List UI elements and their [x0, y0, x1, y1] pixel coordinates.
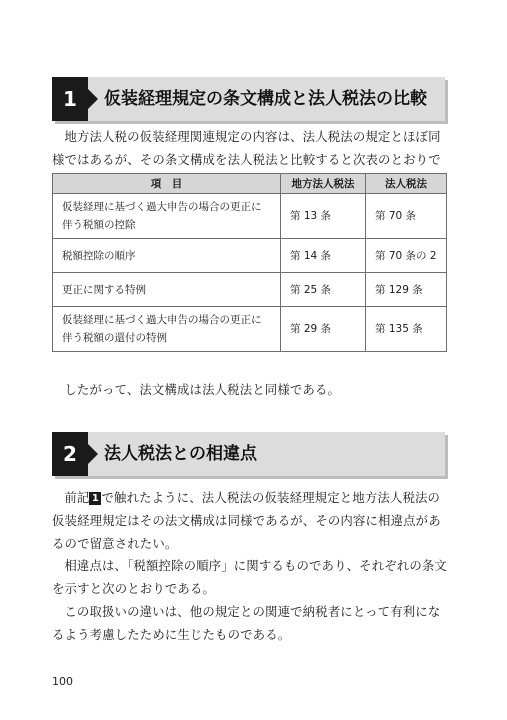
table-row: [53, 239, 447, 273]
table-row: [53, 273, 447, 307]
row-corp-article: 第 70 条: [366, 194, 447, 239]
row-local-article: 第 13 条: [281, 194, 366, 239]
table-row: [53, 194, 447, 239]
header-corporate-tax-law: 法人税法: [366, 174, 447, 194]
comparison-table: [52, 173, 447, 352]
section-1-header: [52, 77, 445, 121]
row-item: 更正に関する特例: [53, 273, 281, 307]
header-local-tax-law: 地方法人税法: [281, 174, 366, 194]
section-ref-1-icon: 1: [89, 492, 101, 505]
row-local-article: 第 25 条: [281, 273, 366, 307]
table-row: [53, 307, 447, 352]
p1-suffix: で触れたように、法人税法の仮装経理規定と地方法人税法の仮装経理規定はその法文構成は同様であるが、その内容に相違点があるので留意されたい。: [52, 490, 441, 551]
row-corp-article: 第 135 条: [366, 307, 447, 352]
section-2-paragraph-1: [52, 486, 447, 555]
row-local-article: 第 29 条: [281, 307, 366, 352]
after-table-sentence: したがって、法文構成は法人税法と同様である。: [64, 382, 341, 397]
section-2-number: 2: [52, 432, 88, 476]
section-2-paragraph-3: この取扱いの違いは、他の規定との関連で納税者にとって有利になるよう考慮したために生じたものである。: [52, 604, 441, 642]
row-item: 仮装経理に基づく過大申告の場合の更正に伴う税額の還付の特例: [53, 307, 281, 352]
section-2-header: [52, 432, 445, 476]
p1-prefix: 前記: [64, 490, 90, 505]
table-header-row: [53, 174, 447, 194]
row-corp-article: 第 129 条: [366, 273, 447, 307]
header-item: 項 目: [53, 174, 281, 194]
section-1-title: 仮装経理規定の条文構成と法人税法の比較: [104, 89, 427, 109]
row-local-article: 第 14 条: [281, 239, 366, 273]
row-item: 仮装経理に基づく過大申告の場合の更正に伴う税額の控除: [53, 194, 281, 239]
page-number: 100: [52, 675, 73, 688]
section-1-number: 1: [52, 77, 88, 121]
section-1-intro: 地方法人税の仮装経理関連規定の内容は、法人税法の規定とほぼ同様ではあるが、その条文構成を法人税法と比較すると次表のとおりで: [52, 129, 441, 167]
row-corp-article: 第 70 条の 2: [366, 239, 447, 273]
section-2-title: 法人税法との相違点: [104, 444, 257, 464]
section-2-paragraph-2: 相違点は、「税額控除の順序」に関するものであり、それぞれの条文を示すと次のとおりである。: [52, 558, 447, 596]
row-item: 税額控除の順序: [53, 239, 281, 273]
